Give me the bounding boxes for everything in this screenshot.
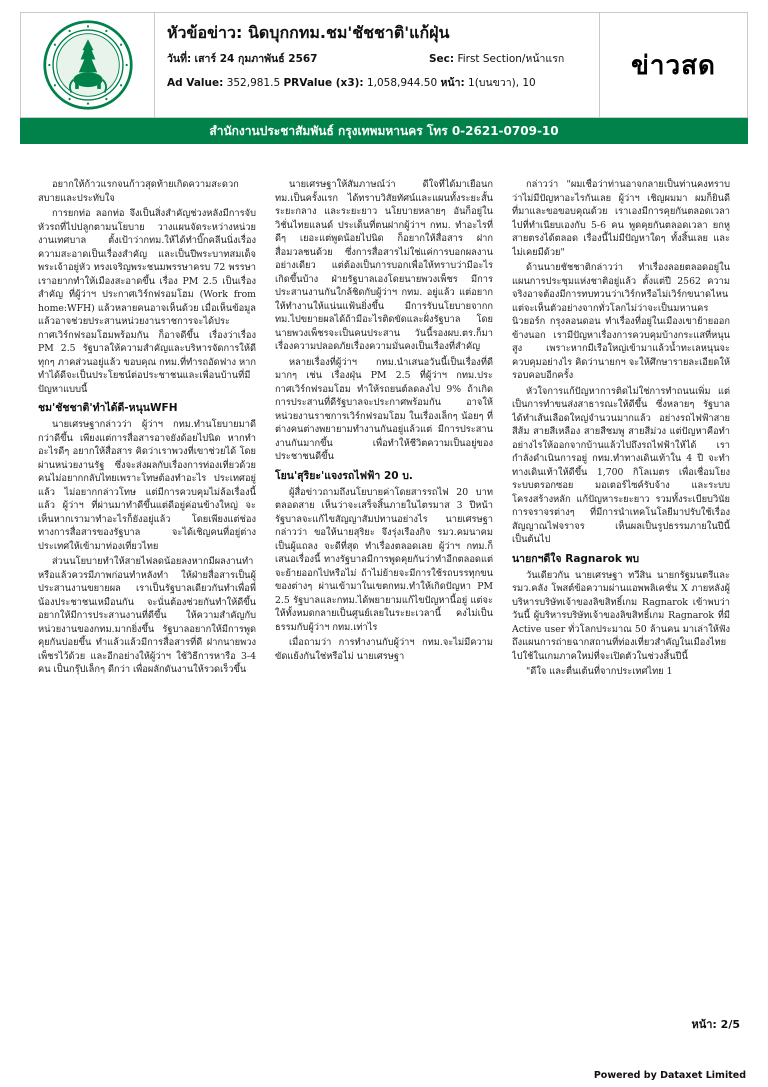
powered-by: Powered by Dataxet Limited	[593, 1070, 746, 1081]
paragraph: เมื่อถามว่า การทำงานกับผู้ว่าฯ กทม.จะไม่มีความขัดแย้งกันใช่หรือไม่ นายเศรษฐา	[275, 637, 493, 662]
subheading: โยน'สุริยะ'แจงรถไฟฟ้า 20 บ.	[275, 469, 413, 482]
article-column-2	[275, 178, 493, 1013]
paragraph: ผู้สื่อข่าวถามถึงนโยบายค่าโดยสารรถไฟ 20 บาทตลอดสาย เห็นว่าจะเสร็จสิ้นภายในไตรมาส 3 ปีหน้า รัฐบาลจะแก้ไขสัญญาสัมปทานอย่างไร นายเศรษฐากล่าวว่า ขอให้นายสุริยะ จึงรุ่งเรืองกิจ รมว.คมนาคมเป็นผู้แถลง จะดีที่สุด ทำเรื่องตลอดเลย ผู้ว่าฯ กทม.ก็เสนอเรื่องนี้ ทางรัฐบาลมีการพูดคุยกันว่าทำอีกตลอดแต่จะย้ายออกไปหรือไม่ ถ้าไม่ย้ายจะมีการใช้รถบรรทุกขนของต่างๆ ผ่านเข้ามาในเขตกทม.ทำให้เกิดปัญหา PM 2.5 รัฐบาลและกทม.ได้พยายามแก้ไขปัญหานี้อยู่ แต่จะให้ทั้งหมดกลายเป็นศูนย์เลยในระยะเวลานี้ คงไม่เป็นธรรมกับผู้ว่าฯ กทม.เท่าไร	[275, 486, 493, 633]
paragraph: หลายเรื่องที่ผู้ว่าฯ กทม.นำเสนอวันนี้เป็นเรื่องที่ดีมากๆ เช่น เรื่องฝุ่น PM 2.5 ที่ผู้ว่าฯ กทม.ประกาศเวิร์กฟรอมโฮม ทำให้รถยนต์ลดลงไป 9% ถ้าเกิดการประสานที่ดีรัฐบาลจะประกาศพร้อมกัน อาจให้หน่วยงานราชการเวิร์กฟรอมโฮม ในเรื่องเล็กๆ น้อยๆ ที่ต่างคนต่างพยายามทำงานกันอยู่แล้วแต่ มีการประสานงานกันมากขึ้น เพื่อทำให้ชีวิตความเป็นอยู่ของประชาชนดีขึ้น	[275, 356, 493, 462]
paragraph: การยกท่อ ลอกท่อ จึงเป็นสิ่งสำคัญช่วงหลังมีการจับหัวรถที่ไปปลูกตามนโยบาย วางแผนจัดระหว่างหน่วยงานเทศบาล ตั้งเป้าว่ากทม.ให้ได้ทำบิ๊กคลีนนิ่งเรื่องความสะอาดเป็นเรื่องสำคัญ และเป็นปีพระบาทสมเด็จพระเจ้าอยู่หัว ทรงเจริญพระชนมพรรษาครบ 72 พรรษา เราอยากทำให้เมืองสะอาดขึ้น เรื่อง PM 2.5 เป็นเรื่องสำคัญ ที่ผู้ว่าฯ ประกาศเวิร์กฟรอมโฮม (Work from home:WFH) แล้วหลายคนอาจเห็นด้วย เมื่อเห็นข้อมูลแล้วอาจช่วยประสานหน่วยงานราชการจะได้ประกาศเวิร์กฟรอมโฮมพร้อมกัน ก็อาจดีขึ้น เรื่องว่าเรื่อง PM 2.5 รัฐบาลให้ความสำคัญและบริหารจัดการให้ดีทุกๆ ภาคส่วนอยู่แล้ว ขอบคุณ กทม.ที่ทำรถอัดฟาง หากทำได้ดีจะเป็นประโยชน์ต่อประชาชนและเพื่อนบ้านที่มีปัญหาแบบนี้	[38, 208, 256, 395]
date-text: เสาร์ 24 กุมภาพันธ์ 2567	[194, 53, 318, 65]
page-value: 1(บนขวา), 10	[468, 77, 536, 89]
logo-box	[21, 13, 155, 117]
value-row	[167, 71, 587, 95]
page-counter	[691, 1015, 740, 1033]
paragraph: "ดีใจ และตื่นเต้นที่จากประเทศไทย 1	[526, 666, 673, 677]
paragraph: หัวใจการแก้ปัญหาการติดไม่ใช่การทำถนนเพิ่ม แต่เป็นการทำขนส่งสาธารณะให้ดีขึ้น ซึ่งหลายๆ รัฐบาล ได้ทำเส้นเลือดใหญ่จำนวนมากแล้ว อย่างรถไฟฟ้าสายสีส้ม สายสีเหลือง สายสีชมพู สายสีม่วง แต่ปัญหาคือทำอย่างไรให้ออกจากบ้านแล้วไปถึงรถไฟฟ้าให้ได้ เรากำลังดำเนินการอยู่ กทม.ทำทางเดินเท้าใน 4 ปี จะทำทางเดินเท้าให้ดีขึ้น 1,700 กิโลเมตร เพื่อเชื่อมโยงระบบตรอกซอย มอเตอร์ไซค์รับจ้าง และระบบโครงสร้างหลัก แก้ปัญหาระยะยาว รวมทั้งระเบียบวินัยการจราจรต่างๆ ที่มีการนำเทคโนโลยีมาปรับใช้เรื่องสัญญาณไฟจราจร เห็นผลเป็นรูปธรรมภายในปีนี้เป็นต้นไป	[512, 385, 730, 545]
prvalue-label: PRValue (x3):	[283, 77, 364, 89]
bma-seal-icon	[42, 19, 134, 111]
page-counter-value: 2/5	[720, 1018, 740, 1031]
section-info	[429, 47, 564, 71]
topic-row	[167, 19, 587, 47]
prvalue: 1,058,944.50	[366, 77, 438, 89]
subheading: นายกฯดีใจ Ragnarok พบ	[512, 552, 640, 565]
page-counter-label: หน้า:	[691, 1018, 717, 1031]
clipping-header	[20, 12, 748, 118]
office-banner: สำนักงานประชาสัมพันธ์ กรุงเทพมหานคร โทร 0-2621-0709-10	[20, 118, 748, 144]
publication-badge-box	[599, 13, 747, 117]
paragraph: ส่วนนโยบายทำให้สายไฟลดน้อยลงหากมีผลงานทำหรือแล้วควรมีภาพก่อนทำหลังทำ ให้ฝ่ายสื่อสารเป็นผู้ประสานงานขยายผล เราเป็นรัฐบาลเดียวกันทำเพื่อพี่น้องประชาชนเหมือนกัน จะนั่นต้องช่วยกันทำให้ดีขึ้น อยากให้มีการประสานงานที่ดีขึ้น ให้ความสำคัญกับหน่วยงานของกทม.มากยิ่งขึ้น รัฐบาลอยากให้มีการพูดคุยกันบ่อยขึ้น ทำแล้วแล้วมีการสื่อสารที่ดี ฝากนายพวงเพ็ชรไว้ด้วย และอีกอย่างให้ผู้ว่าฯ ใช้วิธีการหารือ 3-4 คน เป็นกรุ๊ปเล็กๆ ดีกว่า เพื่อผลักดันงานให้รวดเร็วขึ้น	[38, 556, 256, 675]
paragraph: อยากให้ก้าวแรกจนก้าวสุดท้ายเกิดความสะดวกสบายและประทับใจ	[38, 179, 239, 204]
paragraph: กล่าวว่า "ผมเชื่อว่าท่านอาจกลายเป็นท่านคงทราบว่าไม่มีปัญหาอะไรกันเลย ผู้ว่าฯ เชิญผมมา ผมก็ยินดีที่มาและขอขอบคุณด้วย เราเองมีการคุยกันตลอดเวลาไปที่ทำเนียบเองกับ 5-6 คน พูดคุยกันตลอดเวลา ยกหูสายตรงได้ตลอด เรื่องนี้ไม่มีปัญหาใดๆ ทั้งสิ้นเลย และไม่เคยมีด้วย"	[512, 179, 730, 258]
topic-label: หัวข้อข่าว:	[167, 23, 243, 42]
ad-value-label: Ad Value:	[167, 77, 224, 89]
subheading: ชม'ชัชชาติ'ทำได้ดี-หนุนWFH	[38, 402, 178, 414]
clipping-meta	[167, 19, 587, 115]
paragraph: ด้านนายชัชชาติกล่าวว่า ทำเรื่องลอยตลอดอยู่ในแผนการประชุมแห่งชาติอยู่แล้ว ตั้งแต่ปี 2562 ความจริงอาจต้องมีการทบทวนว่าเวิร์กหรือไม่เวิร์กขนาดไหน แต่จะเห็นตัวอย่างจากทั่วโลกไม่ว่าจะเป็นมหานครนิวยอร์ก กรุงลอนดอน ทำเรื่องที่อยู่ในเมืองเขาย้ายออกข้างนอก เรามีปัญหาเรื่องการควบคุมบ้างกระแสที่หนุนสูง เพราะหากมีเรือใหญ่เข้ามาแล้วน้ำทะเลหนุนจะควบคุมอย่างไร คิดว่านายกฯ จะให้ศึกษารายละเอียดให้รอบคอบอีกครั้ง	[512, 262, 730, 381]
page-label: หน้า:	[440, 77, 465, 89]
topic-text: นิดบุกกทม.ชม'ชัชชาติ'แก้ฝุ่น	[247, 23, 450, 42]
article-column-3	[512, 178, 730, 1013]
paragraph: นายเศรษฐาให้สัมภาษณ์ว่า ดีใจที่ได้มาเยือนกทม.เป็นครั้งแรก ได้ทราบวิสัยทัศน์และแผนทั้งระยะสั้น ระยะกลาง และระยะยาว นโยบายหลายๆ อันก็อยู่ในวิชั่นไทยแลนด์ ประเด็นที่ตนฝากผู้ว่าฯ กทม. ทำอะไรที่ดีๆ เยอะแต่พูดน้อยไปนิด ก็อยากให้สื่อสาร ฝากสื่อมวลชนด้วย ซึ่งการสื่อสารไม่ใช่แค่การบอกผลงานอย่างเดียว แต่ต้องเป็นการบอกเพื่อให้ทราบว่ามีอะไรเกิดขึ้นบ้าง ฝ่ายรัฐบาลเองโดยนายพวงเพ็ชร มีการประสานงานกันใกล้ชิดกับผู้ว่าฯ กทม. อยู่แล้ว แต่อยากให้ทำงานให้แน่นแฟ้นยิ่งขึ้น มีการรับนโยบายจากกทม.ไปขยายผลได้ถ้ามีอะไรติดขัดและฝั่งรัฐบาล โดยนายพวงเพ็ชรจะเป็นคนประสาน วันนี้รองผบ.ตร.ก็มาเรื่องความปลอดภัยเรื่องความมั่นคงเป็นเรื่องที่สำคัญ	[275, 179, 493, 352]
section-text: First Section/หน้าแรก	[457, 53, 565, 65]
article-column-1	[38, 178, 256, 1013]
section-label: Sec:	[429, 53, 455, 65]
article-body	[38, 178, 730, 1013]
publication-name: ข่าวสด	[631, 50, 716, 81]
paragraph: วันเดียวกัน นายเศรษฐา ทวีสิน นายกรัฐมนตรีและรมว.คลัง โพสต์ข้อความผ่านแอพพลิเคชั่น X ภายหลังผู้บริหารบริษัทเจ้าของลิขสิทธิ์เกม Ragnarok เข้าพบว่า วันนี้ ผู้บริหารบริษัทเจ้าของลิขสิทธิ์เกม Ragnarok ที่มี Active user ทั่วโลกประมาณ 50 ล้านคน มาเล่าให้ฟังถึงแผนการถ่ายฉากสถานที่ท่องเที่ยวสำคัญในเมืองไทยไปใช้ในเกมภาคใหม่ที่จะเปิดตัวในช่วงสิ้นปีนี้	[512, 569, 730, 662]
date-row	[167, 47, 587, 71]
ad-value: 352,981.5	[226, 77, 281, 89]
date-label: วันที่:	[167, 53, 192, 65]
paragraph: นายเศรษฐากล่าวว่า ผู้ว่าฯ กทม.ทำนโยบายมาดีกว่าดีขึ้น เพียงแต่การสื่อสารอาจยังด้อยไปนิด หากทำอะไรดีๆ อยากให้สื่อสาร คิดว่าเราพวงที่เขาช่วยได้ โดยผ่านหน่วยงานรัฐ ซึ่งจะส่งผลกับเรื่องการท่องเที่ยวด้วย คนไม่อยากกลับไทยเพราะโทษต้องทำอะไร ประเทศอยู่แล้ว ไม่อยากกล่าวโทษ แต่มีการควบคุมไม่ล้อเรื่องนี้แล้ว ผู้ว่าฯ ที่ผ่านมาทำดีขึ้นแต่ดีอยู่ค่อนข้างใหญ่ จะเห็นหากเรามาทำอะไรก็ยังอยู่แล้ว โดยเพียงแต่ช่องทางการสื่อสารของรัฐบาล จะได้เชิญคนที่อยู่ต่างประเทศให้เข้ามาท่องเที่ยวไทย	[38, 419, 256, 552]
